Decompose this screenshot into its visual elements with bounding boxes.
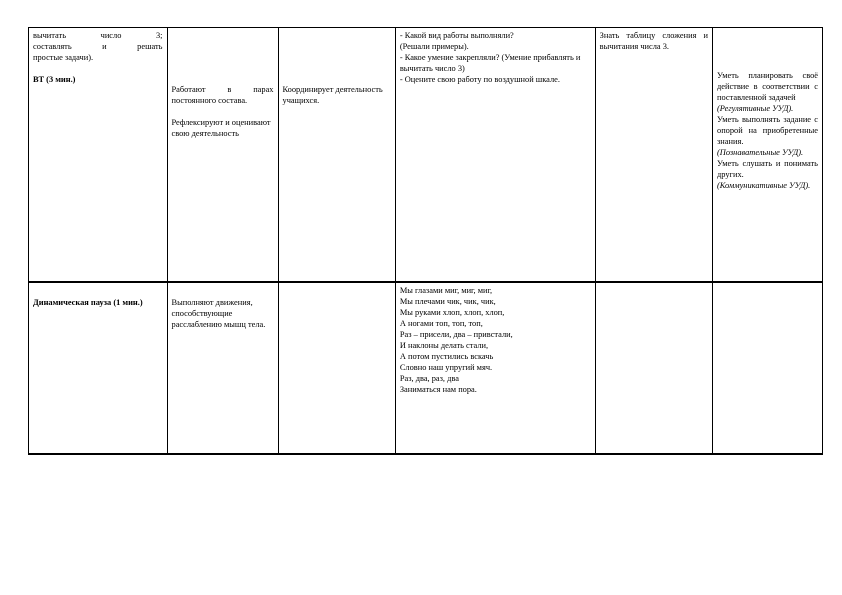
stage-cell bbox=[29, 282, 168, 454]
stage-title: Динамическая пауза (1 мин.) bbox=[33, 297, 143, 307]
poem-line: Мы руками хлоп, хлоп, хлоп, bbox=[399, 307, 505, 317]
students-activity-text: Рефлексируют и оценивают свою деятельность bbox=[171, 118, 271, 138]
question-line: - Какое умение закрепляли? (Умение прибавлять и вычитать число 3) bbox=[399, 53, 581, 73]
stage-text-line: простые задачи). bbox=[33, 53, 94, 62]
question-line: - Какой вид работы выполняли? bbox=[399, 31, 514, 40]
knowledge-cell bbox=[595, 282, 712, 454]
knowledge-text: Знать таблицу сложения и вычитания числа 3. bbox=[599, 31, 708, 51]
uud-text: Уметь планировать своё действие в соответствии с поставленной задачей bbox=[717, 71, 818, 102]
uud-cell bbox=[713, 28, 823, 282]
uud-cell bbox=[713, 282, 823, 454]
table-row bbox=[29, 282, 823, 454]
stage-title: ВТ (3 мин.) bbox=[33, 75, 76, 84]
poem-line: Мы плечами чик, чик, чик, bbox=[399, 296, 496, 306]
poem-line: А ногами топ, топ, топ, bbox=[399, 318, 483, 328]
poem-line: Заниматься нам пора. bbox=[399, 384, 477, 394]
poem-line: А потом пустились вскачь bbox=[399, 351, 494, 361]
uud-text: Уметь слушать и понимать других. bbox=[717, 159, 818, 179]
poem-line: Словно наш упругий мяч. bbox=[399, 362, 493, 372]
lesson-plan-table bbox=[28, 27, 823, 455]
question-line: - Оцените свою работу по воздушной шкале. bbox=[399, 75, 560, 84]
students-activity-text: Выполняют движения, способствующие расслаблению мышц тела. bbox=[171, 297, 266, 329]
teacher-activity-cell bbox=[278, 282, 395, 454]
stage-text-line: составлять и решать bbox=[33, 42, 163, 51]
uud-text: Уметь выполнять задание с опорой на приобретенные знания. bbox=[717, 115, 818, 146]
content-cell bbox=[395, 28, 595, 282]
stage-cell bbox=[29, 28, 168, 282]
question-line: (Решали примеры). bbox=[399, 42, 469, 51]
uud-note: (Коммуникативные УУД). bbox=[717, 181, 811, 190]
teacher-activity-cell bbox=[278, 28, 395, 282]
poem-line: И наклоны делать стали, bbox=[399, 340, 489, 350]
table-row bbox=[29, 28, 823, 282]
uud-note: (Регулятивные УУД). bbox=[717, 104, 794, 113]
teacher-activity-text: Координирует деятельность учащихся. bbox=[282, 85, 383, 105]
students-activity-cell bbox=[167, 28, 278, 282]
students-activity-text: Работают в парах постоянного состава. bbox=[171, 85, 274, 105]
stage-text-line: вычитать число 3; bbox=[33, 31, 163, 40]
students-activity-cell bbox=[167, 282, 278, 454]
poem-line: Мы глазами миг, миг, миг, bbox=[399, 285, 493, 295]
poem-line: Раз, два, раз, два bbox=[399, 373, 459, 383]
uud-note: (Познавательные УУД). bbox=[717, 148, 804, 157]
content-cell bbox=[395, 282, 595, 454]
poem-line: Раз – присели, два – привстали, bbox=[399, 329, 513, 339]
knowledge-cell bbox=[595, 28, 712, 282]
